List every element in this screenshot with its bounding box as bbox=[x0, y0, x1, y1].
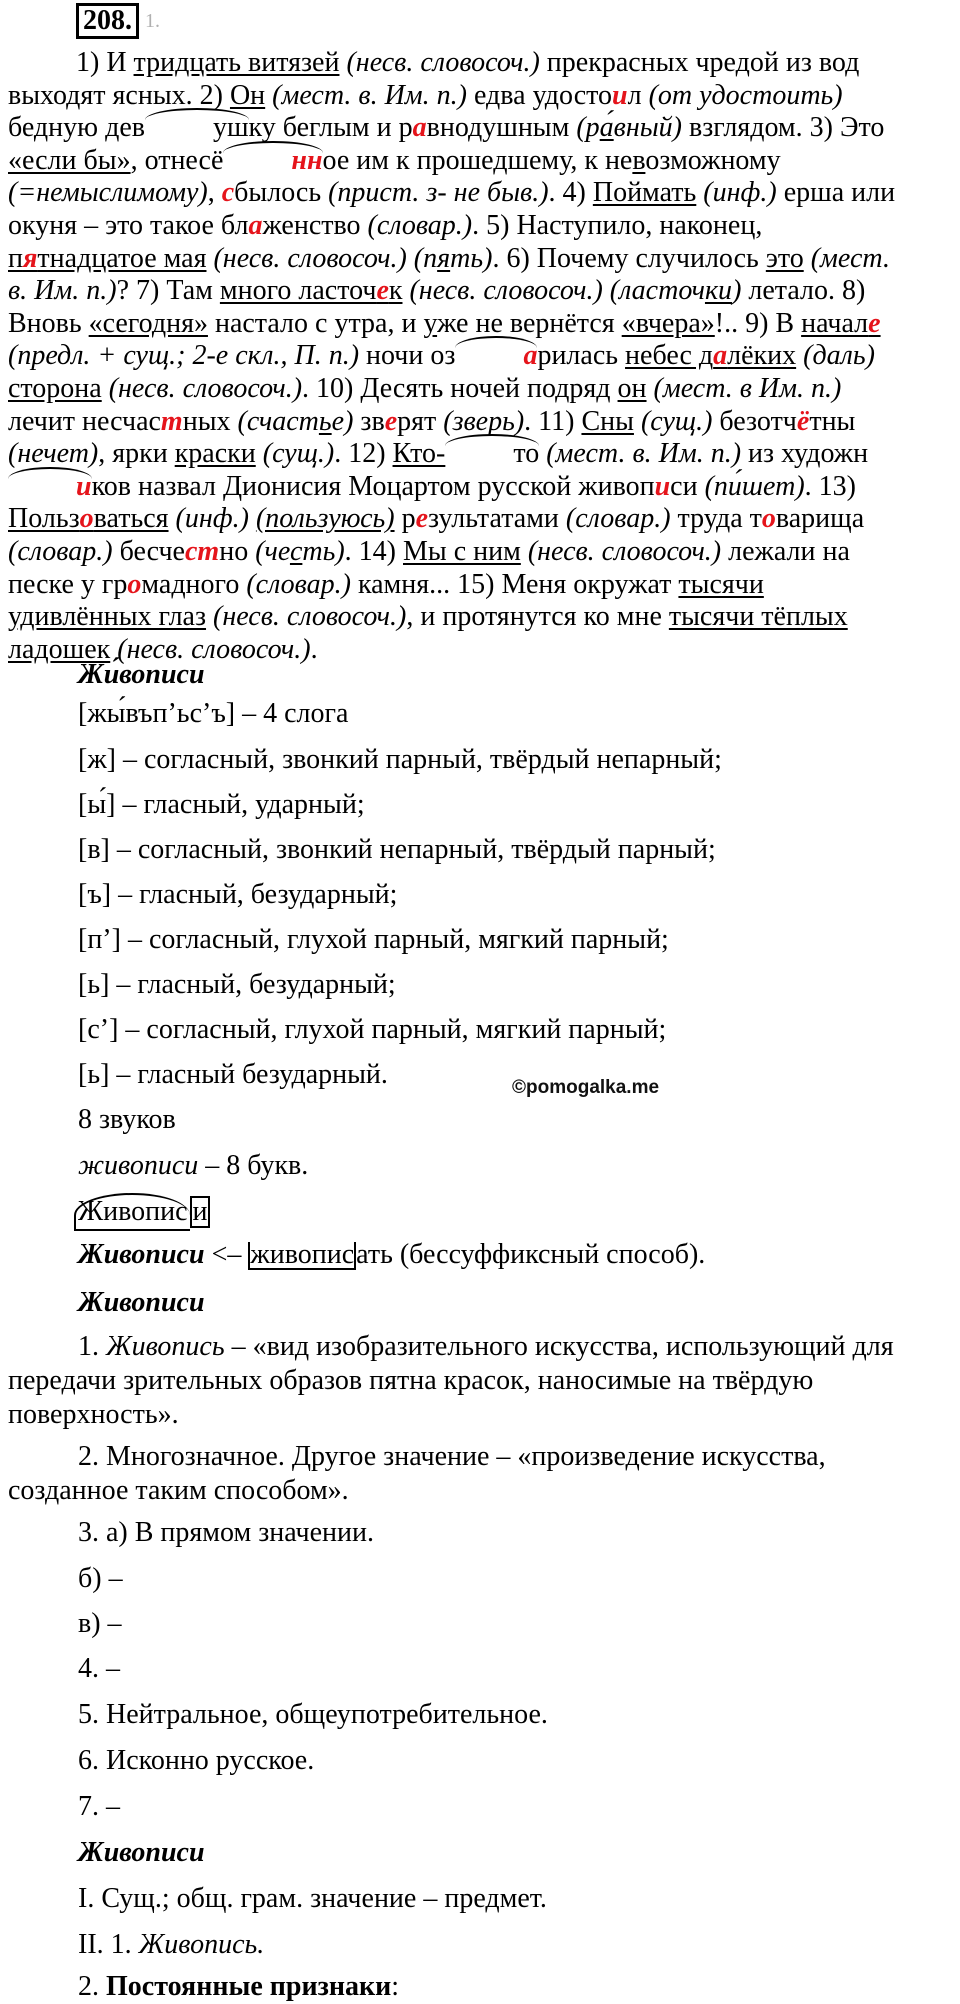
lexical-item-2: 2. Многозначное. Другое значение – «произведение искусства, созданное таким способом». bbox=[8, 1441, 826, 1506]
derivation-arrow: <– bbox=[204, 1239, 249, 1270]
lexical-item-3b: б) – bbox=[78, 1563, 123, 1594]
watermark: ©pomogalka.me bbox=[512, 1077, 660, 1098]
derivation-source-root: живопис bbox=[250, 1239, 355, 1270]
morphological-heading: Живописи bbox=[78, 1837, 205, 1868]
sound-line: [ь] – гласный безударный. bbox=[78, 1059, 388, 1090]
morphological-line-3-prefix: 2. bbox=[78, 1971, 106, 2002]
lexical-item-1-def: – «вид изобразительного искусства, использующий для передачи зрительных образов пятна красок, наносимые на твёрдую поверхность». bbox=[8, 1331, 894, 1430]
derivation-word: Живописи bbox=[78, 1239, 205, 1270]
exercise-text: 1) И тридцать витязей (несв. словосоч.) прекрасных чредой из вод выходят ясных. 2) Он (мест. в. Им. п.) едва удостоил (от удостоить) бедную дев ушку беглым и равнодушным (ра́вный) взглядом. 3) Это «если бы», отнесё нное им к прошедшему, к невозможному (=немыслимому), сбылось (прист. з- не быв.). 4) Поймать (инф.) ерша или окуня – это такое блаженство (словар.). 5) Наступило, наконец, пятнадцатое мая (несв. словосоч.) (пять). 6) Почему случилось это (мест. в. Им. п.)? 7) Там много ласточек (несв. словосоч.) (ласточки) летало. 8) Вновь «сегодня» настало с утра, и уже не вернётся «вчера»!.. 9) В начале (предл. + сущ.; 2-е скл., П. п.) ночи оз арилась небес далёких (даль) сторона (несв. словосоч.). 10) Десять ночей подряд он (мест. в Им. п.) лечит несчастных (счастье) зверят (зверь). 11) Сны (сущ.) безотчётны (нечет), ярки краски (сущ.). 12) Кто- то (мест. в. Им. п.) из художников назвал Дионисия Моцартом русской живописи (пи́шет). 13) Пользоваться (инф.) (пользуюсь) результатами (словар.) труда товарища (словар.) бесчестно (честь). 14) Мы с ним (несв. словосоч.) лежали на песке у громадного (словар.) камня... 15) Меня окружат тысячи удивлённых глаз (несв. словосоч.), и протянутся ко мне тысячи тёплых ладошек (несв. словосоч.). bbox=[8, 47, 896, 665]
sound-line: [с’] – согласный, глухой парный, мягкий парный; bbox=[78, 1014, 667, 1045]
letter-count-word: живописи bbox=[78, 1150, 199, 1181]
derivation-line bbox=[78, 1238, 705, 1272]
lexical-item-1 bbox=[8, 1330, 913, 1432]
morphological-line-2-prefix: II. 1. bbox=[78, 1929, 139, 1960]
morphological-line-1: I. Сущ.; общ. грам. значение – предмет. bbox=[78, 1883, 547, 1914]
sound-line: [ъ] – гласный, безударный; bbox=[78, 879, 398, 910]
lexical-heading: Живописи bbox=[78, 1287, 205, 1318]
lexical-item-3a: 3. а) В прямом значении. bbox=[78, 1517, 375, 1548]
morphological-line-3-bold: Постоянные признаки bbox=[106, 1971, 392, 2002]
lexical-item-4: 4. – bbox=[78, 1653, 120, 1684]
letter-count-rest: – 8 букв. bbox=[198, 1150, 309, 1181]
lexical-item-1-num: 1. bbox=[78, 1331, 106, 1362]
phonetic-heading: Жи́вописи bbox=[78, 659, 205, 690]
task-number: 1. bbox=[145, 9, 160, 32]
morphological-line-2-word: Живопись. bbox=[138, 1929, 265, 1960]
word-stem: Живопис bbox=[74, 1193, 190, 1231]
sound-line: [ь] – гласный, безударный; bbox=[78, 969, 396, 1000]
sound-count: 8 звуков bbox=[78, 1104, 176, 1135]
lexical-item-5: 5. Нейтральное, общеупотребительное. bbox=[78, 1699, 548, 1730]
lexical-item-1-word: Живопись bbox=[106, 1331, 225, 1362]
lexical-item-6: 6. Исконно русское. bbox=[78, 1745, 315, 1776]
morphological-line-3-rest: : bbox=[391, 1971, 400, 2002]
morphological-line-3 bbox=[78, 1970, 399, 2004]
lexical-item-7: 7. – bbox=[78, 1791, 120, 1822]
morphemic-analysis bbox=[74, 1193, 210, 1227]
sound-line: [ы́] – гласный, ударный; bbox=[78, 789, 365, 820]
sound-line: [в] – согласный, звонкий непарный, твёрдый парный; bbox=[78, 834, 716, 865]
exercise-header bbox=[76, 4, 160, 38]
transcription: [жы́въп’ьс’ъ] – 4 слога bbox=[78, 698, 349, 729]
exercise-number: 208. bbox=[76, 3, 139, 39]
letter-count bbox=[78, 1149, 308, 1183]
sound-line: [п’] – согласный, глухой парный, мягкий парный; bbox=[78, 924, 669, 955]
derivation-source-rest: ать bbox=[356, 1239, 393, 1270]
sound-line: [ж] – согласный, звонкий парный, твёрдый непарный; bbox=[78, 744, 722, 775]
morphological-line-2 bbox=[78, 1928, 264, 1962]
lexical-item-3c: в) – bbox=[78, 1608, 122, 1639]
derivation-method: (бессуффиксный способ). bbox=[392, 1239, 706, 1270]
word-ending: и bbox=[190, 1196, 211, 1228]
